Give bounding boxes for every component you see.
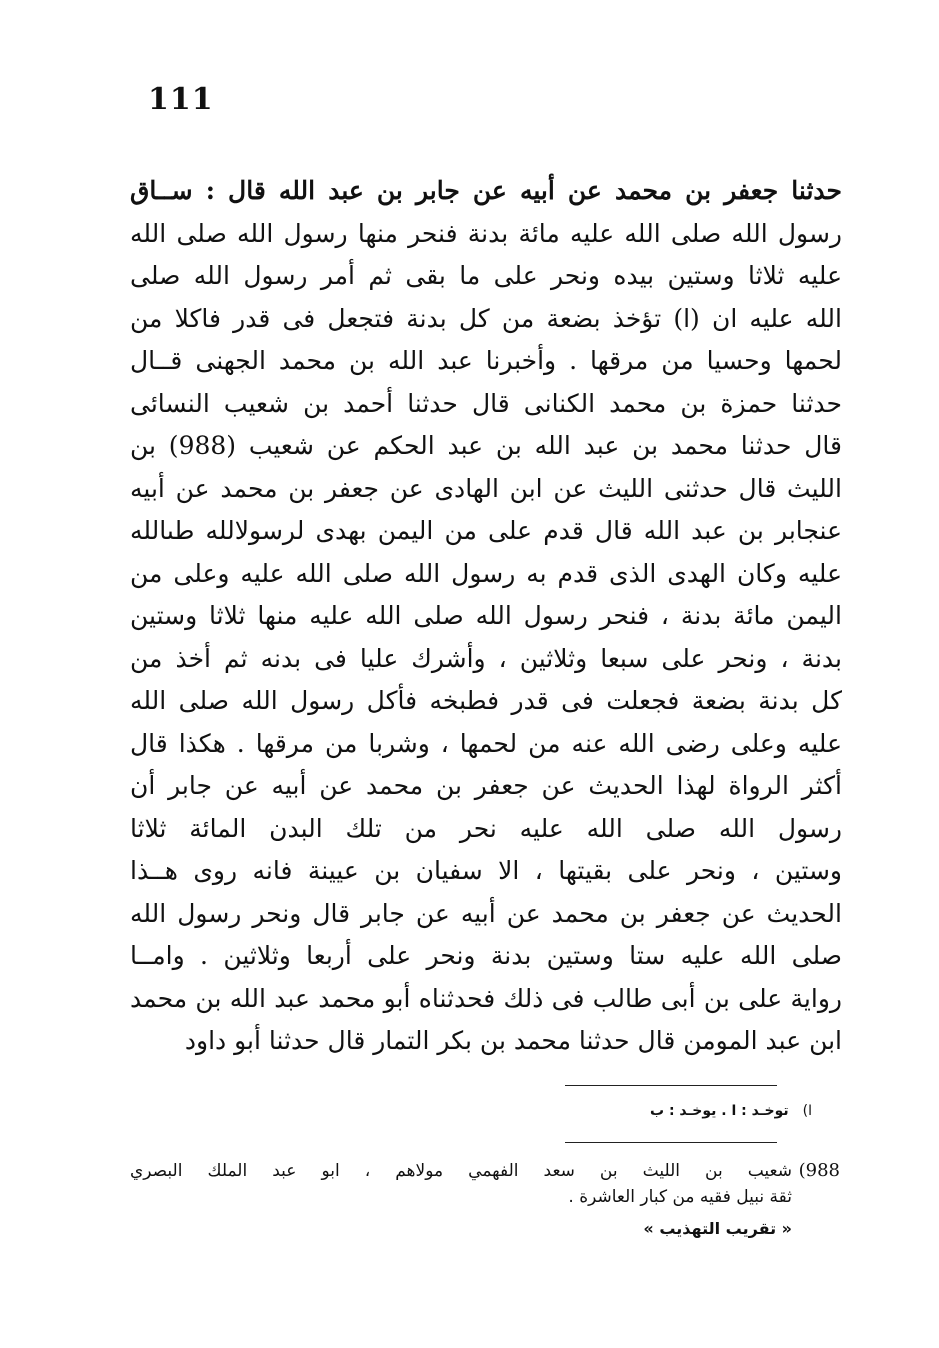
- text-line: لحمها وحسيا من مرقها . وأخبرنا عبد الله بن محمد الجهنى قــال: [130, 346, 842, 375]
- text-line: صلى الله عليه ستا وستين بدنة ونحر على أربعا وثلاثين . وامــا: [130, 941, 842, 970]
- text-line: اليمن مائة بدنة ، فنحر رسول الله صلى الله عليه منها ثلاثا وستين: [130, 601, 842, 630]
- footnote-row: [130, 1184, 840, 1210]
- text-line: بدنة ، ونحر على سبعا وثلاثين ، وأشرك عليا فى بدنه ثم أخذ من: [130, 643, 842, 673]
- footnote-variant-text: توخـد : ا . يوخـد : ب: [650, 1103, 789, 1119]
- footnote-line: ثقة نبيل فقيه من كبار العاشرة .: [568, 1187, 792, 1207]
- text-line: ابن عبد المومن قال حدثنا محمد بن بكر التمار قال حدثنا أبو داود: [184, 1026, 842, 1055]
- main-text-block: [130, 170, 842, 1063]
- variant-footnote: [530, 1097, 812, 1125]
- footnote-number: 988): [798, 1160, 840, 1181]
- footnote-line: شعيب بن الليث بن سعد الفهمي مولاهم ، ابو عبد الملك البصري: [130, 1161, 792, 1181]
- text-line: قال حدثنا محمد بن عبد الله بن عبد الحكم عن شعيب (988) بن: [130, 431, 842, 460]
- text-line: عليه ثلاثا وستين بيده ونحر على ما بقى ثم أمر رسول الله صلى: [130, 261, 842, 290]
- footnote-source: « تقريب التهذيب »: [643, 1219, 792, 1238]
- text-line: وستين ، ونحر على بقيتها ، الا سفيان بن عيينة فانه روى هــذا: [130, 856, 842, 885]
- text-line: كل بدنة بضعة فجعلت فى قدر فطبخه فأكل رسول الله صلى الله: [130, 686, 842, 715]
- narrator-footnote: [130, 1158, 840, 1242]
- text-line: عنجابر بن عبد الله قال قدم على من اليمن بهدى لرسولالله طىالله: [130, 516, 842, 545]
- footnote-row: [130, 1216, 840, 1242]
- text-line: رسول الله صلى الله عليه مائة بدنة فنحر منها رسول الله صلى الله: [130, 218, 842, 248]
- footnote-marker: ا): [802, 1103, 812, 1119]
- text-line: رسول الله صلى الله عليه نحر من تلك البدن المائة ثلاثا: [130, 813, 842, 843]
- text-line: حدثنا حمزة بن محمد الكنانى قال حدثنا أحمد بن شعيب النسائى: [130, 388, 842, 418]
- text-line: حدثنا جعفر بن محمد عن أبيه عن جابر بن عبد الله قال : ســاق: [130, 176, 842, 205]
- text-line: أكثر الرواة لهذا الحديث عن جعفر بن محمد عن أبيه عن جابر أن: [130, 771, 842, 800]
- page-number: 111: [148, 82, 214, 117]
- text-line: الليث قال حدثنى الليث عن ابن الهادى عن جعفر بن محمد عن أبيه: [130, 473, 842, 503]
- text-line: عليه وعلى رضى الله عنه من لحمها ، وشربا من مرقها . هكذا قال: [130, 728, 842, 758]
- footnote-separator-rule: [565, 1142, 777, 1143]
- text-line: الحديث عن جعفر بن محمد عن أبيه عن جابر قال ونحر رسول الله: [130, 898, 842, 928]
- text-line: عليه وكان الهدى الذى قدم به رسول الله صلى الله عليه وعلى من: [130, 558, 842, 588]
- footnote-row: [130, 1158, 840, 1184]
- text-line: رواية على بن أبى طالب فى ذلك فحدثناه أبو محمد عبد الله بن محمد: [130, 983, 842, 1013]
- text-line: الله عليه ان (ا) تؤخذ بضعة من كل بدنة فتجعل فى قدر فاكلا من: [130, 303, 842, 333]
- footnote-separator-rule: [565, 1085, 777, 1086]
